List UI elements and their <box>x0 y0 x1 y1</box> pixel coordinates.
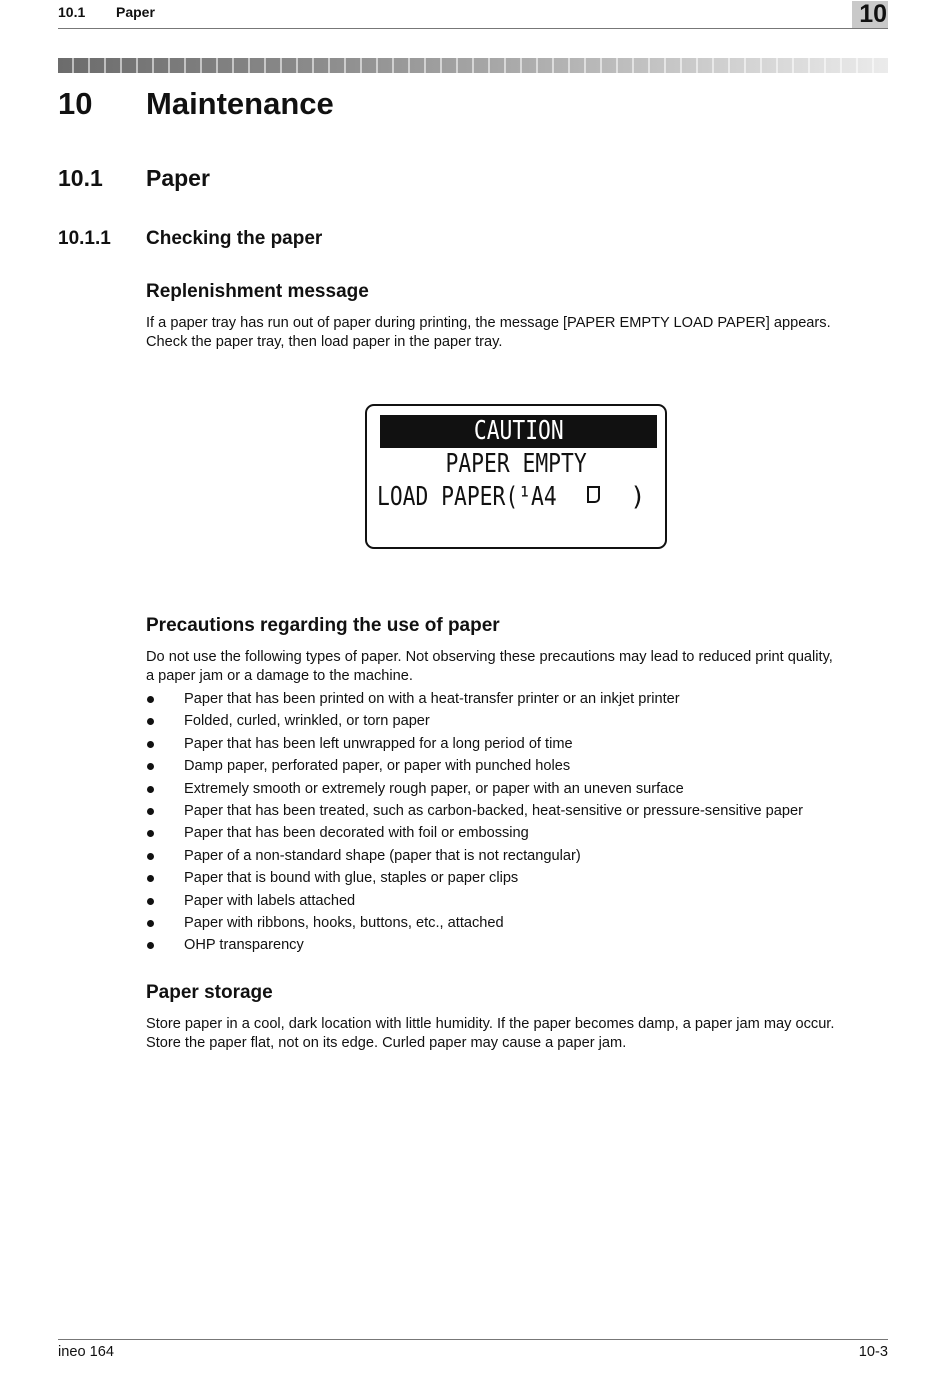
storage-heading: Paper storage <box>146 982 273 1003</box>
paragraph-line: Store the paper flat, not on its edge. Curled paper may cause a paper jam. <box>146 1035 627 1051</box>
section-heading <box>58 165 210 192</box>
paragraph-line: If a paper tray has run out of paper during printing, the message [PAPER EMPTY LOAD PAPER] appears. <box>146 315 831 331</box>
subsection-title: Checking the paper <box>146 228 323 249</box>
list-item: Paper that is bound with glue, staples or paper clips <box>146 867 891 889</box>
running-header-number: 10.1 <box>58 4 86 20</box>
footer-rule <box>58 1339 888 1340</box>
precautions-intro <box>146 648 891 686</box>
paragraph-line: Do not use the following types of paper. Not observing these precautions may lead to reduced print quality, <box>146 649 833 665</box>
subsection-heading <box>58 228 322 250</box>
subsection-number: 10.1.1 <box>58 228 111 249</box>
list-item: Paper of a non-standard shape (paper that is not rectangular) <box>146 845 891 867</box>
lcd-caution-bar <box>380 415 657 448</box>
list-item: Paper that has been printed on with a heat-transfer printer or an inkjet printer <box>146 688 891 710</box>
lcd-line-paper-empty <box>367 448 665 481</box>
paper-orientation-icon <box>587 486 600 503</box>
list-item: Paper that has been left unwrapped for a long period of time <box>146 733 891 755</box>
list-item: Paper with labels attached <box>146 890 891 912</box>
lcd-line1-text: PAPER EMPTY <box>445 449 587 479</box>
list-item: Paper with ribbons, hooks, buttons, etc., attached <box>146 912 891 934</box>
footer-page-number: 10-3 <box>858 1344 888 1360</box>
storage-paragraph <box>146 1015 891 1053</box>
precautions-list <box>146 688 891 957</box>
header-rule <box>58 28 888 29</box>
lcd-close-paren: ) <box>630 482 646 512</box>
chapter-heading <box>58 86 334 122</box>
lcd-caution-text: CAUTION <box>473 416 564 446</box>
section-number: 10.1 <box>58 165 103 191</box>
list-item: Paper that has been decorated with foil or embossing <box>146 822 891 844</box>
list-item: Folded, curled, wrinkled, or torn paper <box>146 710 891 732</box>
section-title: Paper <box>146 165 210 191</box>
lcd-display <box>365 404 667 549</box>
list-item: OHP transparency <box>146 934 891 956</box>
decorative-band <box>58 58 888 73</box>
precautions-heading: Precautions regarding the use of paper <box>146 615 500 636</box>
paragraph-line: a paper jam or a damage to the machine. <box>146 668 413 684</box>
list-item: Extremely smooth or extremely rough paper, or paper with an uneven surface <box>146 778 891 800</box>
chapter-number: 10 <box>58 86 93 121</box>
running-header-title: Paper <box>116 4 155 20</box>
list-item: Paper that has been treated, such as carbon-backed, heat-sensitive or pressure-sensitive paper <box>146 800 891 822</box>
running-header <box>58 4 155 20</box>
replenishment-paragraph <box>146 314 891 352</box>
chapter-title: Maintenance <box>146 86 334 121</box>
list-item: Damp paper, perforated paper, or paper with punched holes <box>146 755 891 777</box>
chapter-tab <box>852 1 888 28</box>
footer-product: ineo 164 <box>58 1344 114 1360</box>
replenishment-heading: Replenishment message <box>146 281 369 302</box>
chapter-tab-number: 10 <box>859 0 887 28</box>
lcd-line-load-paper: LOAD PAPER(¹A4 <box>377 482 557 512</box>
paragraph-line: Check the paper tray, then load paper in the paper tray. <box>146 334 503 350</box>
paragraph-line: Store paper in a cool, dark location with little humidity. If the paper becomes damp, a paper jam may occur. <box>146 1016 835 1032</box>
